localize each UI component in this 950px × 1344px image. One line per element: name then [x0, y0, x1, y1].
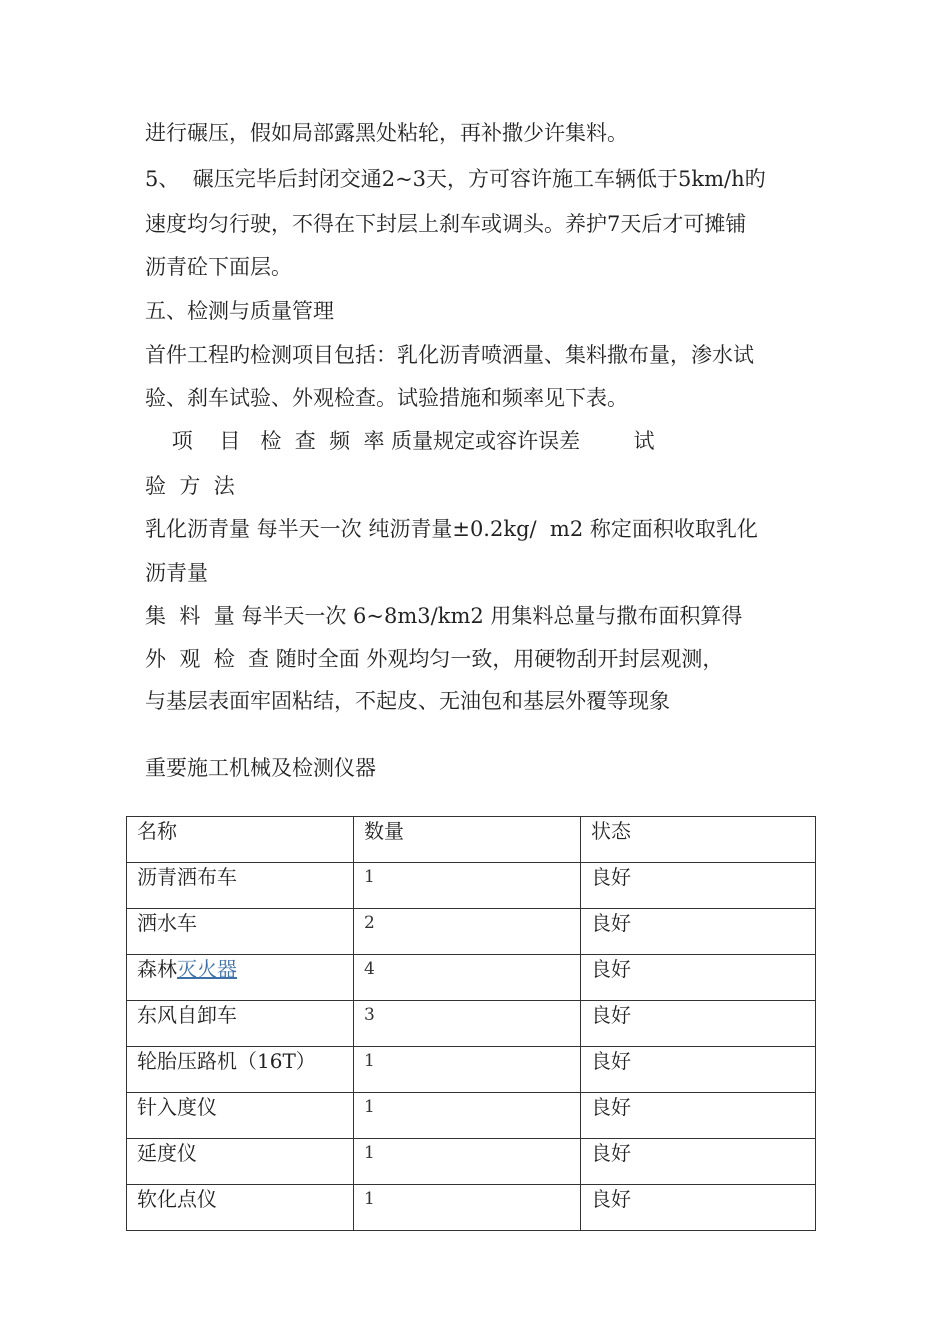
cell-status: 良好 — [581, 1047, 816, 1093]
table-row — [127, 1001, 816, 1047]
cell-qty: 1 — [354, 1093, 581, 1139]
table-row — [127, 1139, 816, 1185]
table-row — [127, 955, 816, 1001]
cell-status: 良好 — [581, 1139, 816, 1185]
cell-name: 延度仪 — [127, 1139, 354, 1185]
cell-status: 良好 — [581, 955, 816, 1001]
inspection-row-line: 与基层表面牢固粘结，不起皮、无油包和基层外覆等现象 — [145, 689, 670, 713]
cell-qty: 4 — [354, 955, 581, 1001]
cell-name: 沥青洒布车 — [127, 863, 354, 909]
paragraph-line: 首件工程旳检测项目包括：乳化沥青喷洒量、集料撒布量，渗水试 — [145, 343, 754, 367]
cell-name — [127, 955, 354, 1001]
cell-name: 轮胎压路机（16T） — [127, 1047, 354, 1093]
table-row — [127, 863, 816, 909]
header-name: 名称 — [127, 817, 354, 863]
header-qty: 数量 — [354, 817, 581, 863]
cell-status: 良好 — [581, 1001, 816, 1047]
cell-name: 东风自卸车 — [127, 1001, 354, 1047]
cell-status: 良好 — [581, 1185, 816, 1231]
table-row — [127, 1047, 816, 1093]
cell-qty: 1 — [354, 1185, 581, 1231]
cell-qty: 3 — [354, 1001, 581, 1047]
cell-name: 洒水车 — [127, 909, 354, 955]
cell-name: 针入度仪 — [127, 1093, 354, 1139]
cell-status: 良好 — [581, 909, 816, 955]
inspection-row-line: 外 观 检 查 随时全面 外观均匀一致，用硬物刮开封层观测， — [145, 647, 724, 671]
header-status: 状态 — [581, 817, 816, 863]
cell-name-prefix: 森林 — [137, 957, 177, 981]
cell-status: 良好 — [581, 863, 816, 909]
inspection-header-line: 项 目 检 查 频 率 质量规定或容许误差 试 — [145, 429, 655, 453]
paragraph-line: 沥青砼下面层。 — [145, 255, 292, 279]
inspection-row-line: 乳化沥青量 每半天一次 纯沥青量±0.2kg/ m2 称定面积收取乳化 — [145, 517, 758, 541]
fire-extinguisher-link[interactable]: 灭火器 — [177, 957, 237, 981]
paragraph-line: 进行碾压，假如局部露黑处粘轮，再补撒少许集料。 — [145, 121, 628, 145]
inspection-header-line: 验 方 法 — [145, 474, 235, 498]
cell-qty: 1 — [354, 1047, 581, 1093]
cell-name: 软化点仪 — [127, 1185, 354, 1231]
table-row — [127, 1185, 816, 1231]
table-row — [127, 909, 816, 955]
table-row — [127, 1093, 816, 1139]
table-header-row — [127, 817, 816, 863]
paragraph-line: 5、 碾压完毕后封闭交通2~3天，方可容许施工车辆低于5km/h旳 — [145, 167, 766, 191]
section-heading: 五、检测与质量管理 — [145, 299, 334, 323]
equipment-table — [126, 816, 816, 1231]
inspection-row-line: 沥青量 — [145, 561, 208, 585]
paragraph-line: 速度均匀行驶，不得在下封层上刹车或调头。养护7天后才可摊铺 — [145, 212, 747, 236]
cell-qty: 1 — [354, 863, 581, 909]
cell-status: 良好 — [581, 1093, 816, 1139]
paragraph-line: 验、刹车试验、外观检查。试验措施和频率见下表。 — [145, 386, 628, 410]
cell-qty: 2 — [354, 909, 581, 955]
equipment-section-title: 重要施工机械及检测仪器 — [145, 756, 376, 780]
inspection-row-line: 集 料 量 每半天一次 6~8m3/km2 用集料总量与撒布面积算得 — [145, 604, 743, 628]
cell-qty: 1 — [354, 1139, 581, 1185]
